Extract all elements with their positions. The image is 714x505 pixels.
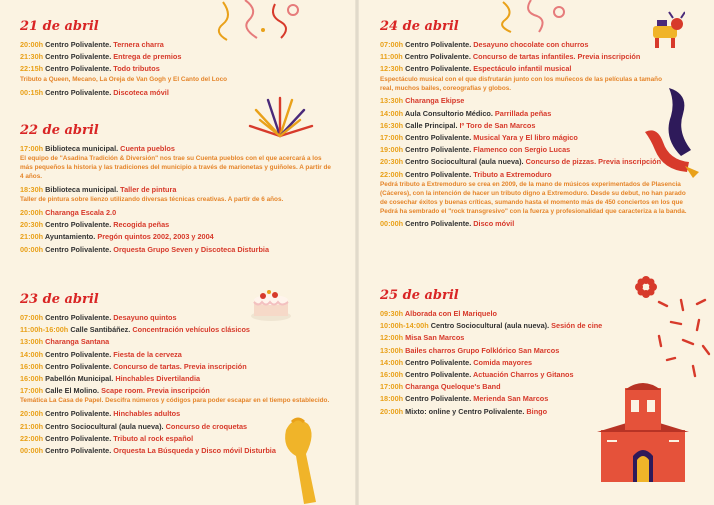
- list-item: 21:00h Ayuntamiento. Pregón quintos 2002, 2003 y 2004: [20, 232, 214, 242]
- list-item: 14:00h Centro Polivalente. Fiesta de la cerveza: [20, 349, 182, 359]
- list-item: 17:00h Centro Polivalente. Musical Yara y El libro mágico: [380, 133, 578, 143]
- list-item: 13:00h Charanga Santana: [20, 337, 110, 347]
- list-item: 20:30h Centro Polivalente. Recogida peñas: [20, 220, 170, 230]
- list-item: 14:00h Centro Polivalente. Comida mayores: [380, 357, 533, 367]
- list-item: 11:00h Centro Polivalente. Concurso de tartas infantiles. Previa inscripción: [380, 52, 641, 62]
- list-item: 00:00h Centro Polivalente. Disco móvil: [380, 219, 515, 229]
- list-item: 21:30h Centro Polivalente. Entrega de premios: [20, 52, 182, 62]
- list-item: 12:00h Misa San Marcos: [380, 333, 465, 343]
- list-item: 00:15h Centro Polivalente. Discoteca móvil: [20, 87, 169, 97]
- list-item: 13:30h Charanga Ekipse: [380, 96, 465, 106]
- day-title: 23 de abril: [20, 292, 99, 307]
- day-25-abril: [380, 287, 692, 418]
- right-page: [357, 0, 714, 505]
- event-description: El equipo de "Asadina Tradición & Diversión" nos trae su Cuenta pueblos con el que acercará a los más pequeños la historia y las tradiciones del municipio a través de marionetas y guiñoles. A partir de 4 años.: [20, 155, 331, 181]
- list-item: 17:00h Charanga Queloque's Band: [380, 382, 501, 392]
- list-item: 00:00h Centro Polivalente. Orquesta La Búsqueda y Disco móvil Disturbia: [20, 445, 276, 455]
- day-22-abril: [20, 122, 332, 256]
- list-item: 00:00h Centro Polivalente. Orquesta Grupo Seven y Discoteca Disturbia: [20, 244, 269, 254]
- day-title: 25 de abril: [380, 288, 459, 303]
- list-item: 14:00h Aula Consultorio Médico. Parrillada peñas: [380, 108, 552, 118]
- day-title: 24 de abril: [380, 19, 459, 34]
- day-23-abril: [20, 291, 332, 457]
- list-item: 22:15h Centro Polivalente. Todo tributos: [20, 64, 160, 74]
- list-item: 20:30h Centro Sociocultural (aula nueva). Concurso de pizzas. Previa inscripción: [380, 157, 662, 167]
- day-title: 22 de abril: [20, 123, 99, 138]
- list-item: 07:00h Centro Polivalente. Desayuno quintos: [20, 313, 177, 322]
- event-description: Espectáculo musical con el que disfrutarán junto con los muñecos de las películas a tamaño real, muchos bailes, coreografías y globos.: [380, 75, 662, 92]
- event-description: Taller de pintura sobre lienzo utilizando diversas técnicas creativas. A partir de 6 años.: [20, 196, 284, 204]
- event-description: Tributo a Queen, Mecano, La Oreja de Van Gogh y El Canto del Loco: [20, 75, 228, 83]
- list-item: 20:00h Charanga Escala 2.0: [20, 208, 117, 218]
- list-item: 22:00h Centro Polivalente. Tributo al rock español: [20, 433, 194, 443]
- event-description: Pedrá tributo a Extremoduro se crea en 2009, de la mano de músicos experimentados de Plasencia (Cáceres), con la intención de hacer un tributo digno a Extremoduro. Desde su debut, no han parado de cosechar éxitos y buenas críticas, sumando hasta el momento más de 450 conciertos en los que Pedrá ha sembrado el "rock transgresivo" con la fuerza y profesionalidad que caracteriza a la banda.: [380, 180, 687, 215]
- list-item: 16:30h Calle Principal. Iº Toro de San Marcos: [380, 120, 536, 130]
- list-item: 18:00h Centro Polivalente. Merienda San Marcos: [380, 394, 549, 404]
- list-item: 16:00h Pabellón Municipal. Hinchables Divertilandia: [20, 374, 201, 384]
- list-item: 09:30h Alborada con El Mariquelo: [380, 309, 497, 318]
- list-item: 22:00h Centro Polivalente. Tributo a Extremoduro: [380, 169, 552, 179]
- list-item: 13:00h Bailes charros Grupo Folklórico San Marcos: [380, 345, 560, 355]
- list-item: 18:30h Biblioteca municipal. Taller de pintura: [20, 184, 177, 194]
- list-item: 17:00h Calle El Molino. Scape room. Previa inscripción: [20, 386, 210, 396]
- day-title: 21 de abril: [20, 19, 99, 34]
- list-item: 20:00h Centro Polivalente. Ternera charra: [20, 40, 164, 49]
- list-item: 19:00h Centro Polivalente. Flamenco con Sergio Lucas: [380, 145, 571, 155]
- list-item: 16:00h Centro Polivalente. Concurso de tartas. Previa inscripción: [20, 361, 247, 371]
- list-item: 20:00h Centro Polivalente. Hinchables adultos: [20, 409, 181, 419]
- day-24-abril: [380, 18, 692, 231]
- list-item: 16:00h Centro Polivalente. Actuación Charros y Gitanos: [380, 370, 574, 380]
- event-description: Temática La Casa de Papel. Descifra números y códigos para poder escapar en el tiempo establecido.: [20, 397, 330, 405]
- day-21-abril: [20, 18, 332, 99]
- list-item: 10:00h-14:00h Centro Sociocultural (aula nueva). Sesión de cine: [380, 321, 603, 331]
- list-item: 21:00h Centro Sociocultural (aula nueva). Concurso de croquetas: [20, 421, 248, 431]
- list-item: 20:00h Mixto: online y Centro Polivalente. Bingo: [380, 406, 548, 416]
- list-item: 17:00h Biblioteca municipal. Cuenta pueblos: [20, 144, 175, 153]
- list-item: 07:00h Centro Polivalente. Desayuno chocolate con churros: [380, 40, 589, 49]
- list-item: 12:30h Centro Polivalente. Espectáculo infantil musical: [380, 64, 572, 74]
- list-item: 11:00h-16:00h Calle Santibáñez. Concentración vehículos clásicos: [20, 325, 250, 335]
